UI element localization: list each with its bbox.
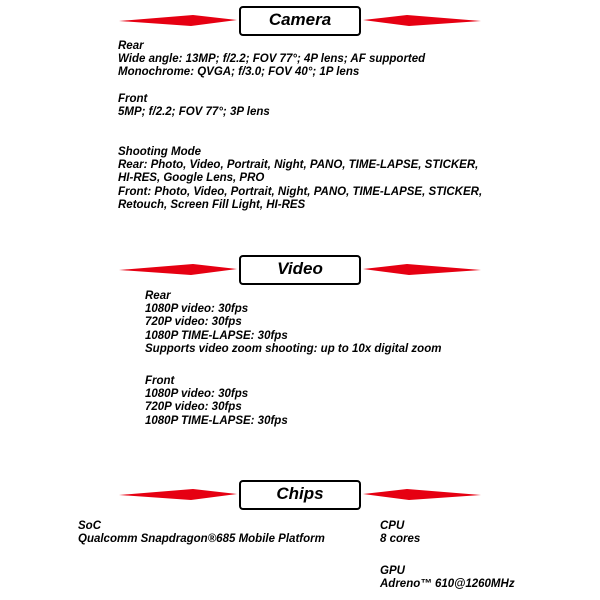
spec-label: Shooting Mode xyxy=(118,146,202,158)
chips-title-box xyxy=(239,480,361,510)
camera-title-box xyxy=(239,6,361,36)
spec-line: 720P video: 30fps xyxy=(145,316,242,329)
speed-streak-left-icon xyxy=(119,259,237,281)
spec-label: GPU xyxy=(380,565,405,577)
spec-line: HI-RES, Google Lens, PRO xyxy=(118,172,265,185)
spec-line: Retouch, Screen Fill Light, HI-RES xyxy=(118,198,306,211)
spec-line: 1080P video: 30fps xyxy=(145,388,249,401)
camera-shooting-mode-specs xyxy=(118,146,482,212)
speed-streak-right-icon xyxy=(363,10,481,32)
chips-cpu-specs xyxy=(380,520,420,546)
chips-section-header xyxy=(0,480,600,510)
spec-line: Wide angle: 13MP; f/2.2; FOV 77°; 4P lens; AF supported xyxy=(118,53,426,66)
spec-label: Front xyxy=(118,93,148,105)
spec-line: Adreno™ 610@1260MHz xyxy=(380,578,515,591)
spec-line: Qualcomm Snapdragon®685 Mobile Platform xyxy=(78,533,325,546)
video-section-title: Video xyxy=(277,259,323,278)
spec-line: 720P video: 30fps xyxy=(145,401,242,414)
spec-line: Supports video zoom shooting: up to 10x digital zoom xyxy=(145,342,442,355)
spec-line: 8 cores xyxy=(380,533,421,546)
camera-rear-specs xyxy=(118,40,425,80)
spec-line: Monochrome: QVGA; f/3.0; FOV 40°; 1P lens xyxy=(118,66,360,79)
spec-line: 1080P TIME-LAPSE: 30fps xyxy=(145,414,288,427)
spec-label: Rear xyxy=(118,40,144,52)
spec-label: CPU xyxy=(380,520,405,532)
chips-soc-specs xyxy=(78,520,325,546)
speed-streak-right-icon xyxy=(363,484,481,506)
spec-line: 1080P TIME-LAPSE: 30fps xyxy=(145,329,288,342)
speed-streak-left-icon xyxy=(119,484,237,506)
spec-label: SoC xyxy=(78,520,101,532)
camera-section-title: Camera xyxy=(268,10,332,29)
video-section-header xyxy=(0,255,600,285)
camera-section-header xyxy=(0,6,600,36)
chips-section-title: Chips xyxy=(276,484,324,503)
spec-label: Rear xyxy=(145,290,171,302)
video-rear-specs xyxy=(145,290,441,356)
speed-streak-left-icon xyxy=(119,10,237,32)
chips-gpu-specs xyxy=(380,565,515,591)
spec-label: Front xyxy=(145,375,175,387)
spec-line: Front: Photo, Video, Portrait, Night, PANO, TIME-LAPSE, STICKER, xyxy=(118,185,483,198)
spec-line: Rear: Photo, Video, Portrait, Night, PANO, TIME-LAPSE, STICKER, xyxy=(118,159,479,172)
spec-line: 1080P video: 30fps xyxy=(145,303,249,316)
speed-streak-right-icon xyxy=(363,259,481,281)
video-front-specs xyxy=(145,375,288,428)
video-title-box xyxy=(239,255,361,285)
spec-line: 5MP; f/2.2; FOV 77°; 3P lens xyxy=(118,106,270,119)
camera-front-specs xyxy=(118,93,270,119)
